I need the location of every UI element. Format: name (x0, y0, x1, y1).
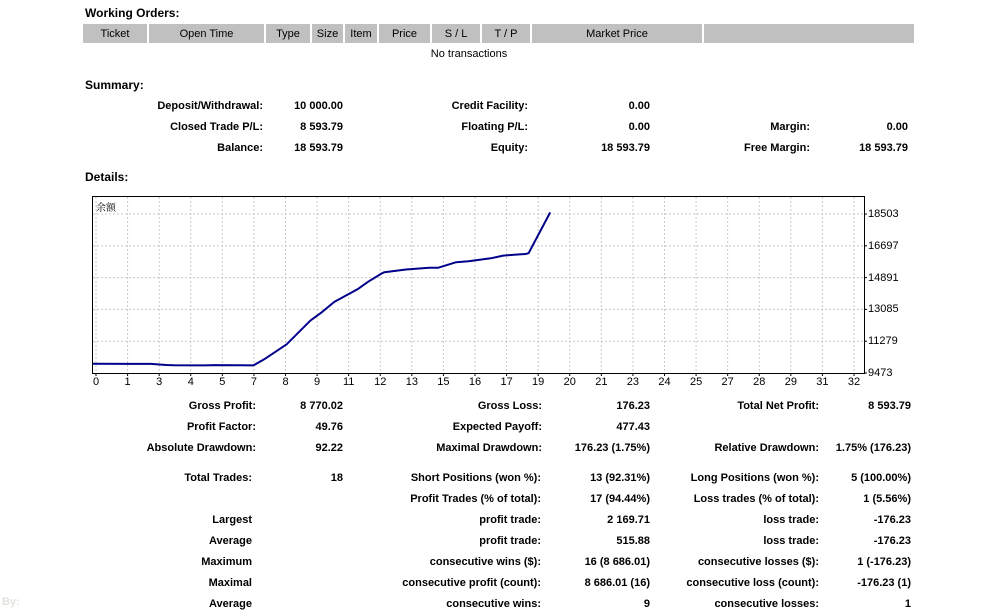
stat-label: Free Margin: (743, 142, 810, 154)
x-axis-label: 28 (753, 376, 766, 388)
stat-value: 0.00 (628, 100, 650, 112)
column-header-market-price: Market Price (532, 24, 702, 43)
stat-label: Equity: (490, 142, 528, 154)
stat-value: 0.00 (628, 121, 650, 133)
x-axis-label: 21 (595, 376, 608, 388)
y-axis-label: 11279 (868, 335, 898, 348)
stat-value: 10 000.00 (294, 100, 343, 112)
x-axis-label: 8 (282, 376, 289, 388)
stat-label: Profit Trades (% of total): (410, 493, 541, 505)
stat-value: 477.43 (616, 421, 650, 433)
stat-label: loss trade: (763, 535, 819, 547)
summary-title: Summary: (85, 78, 144, 92)
stat-value: 176.23 (616, 400, 650, 412)
stat-value: 1 (5.56%) (863, 493, 911, 505)
column-header-size: Size (312, 24, 343, 43)
y-axis-label: 18503 (868, 208, 899, 221)
stat-value: 8 593.79 (868, 400, 911, 412)
x-axis-label: 3 (156, 376, 163, 388)
watermark: By: (2, 596, 20, 608)
x-axis-label: 25 (689, 376, 703, 388)
stat-label: Gross Profit: (188, 400, 256, 412)
stat-label: consecutive profit (count): (402, 577, 541, 589)
balance-chart (92, 196, 899, 388)
stat-value: 8 593.79 (300, 121, 343, 133)
stat-value: 18 (330, 472, 343, 484)
column-header-t-p: T / P (482, 24, 530, 43)
stat-label: profit trade: (479, 535, 541, 547)
working-orders-title: Working Orders: (85, 6, 180, 20)
y-axis-label: 13085 (868, 303, 899, 316)
x-axis-label: 20 (563, 376, 576, 388)
stat-label: Average (208, 598, 252, 610)
stat-label: Loss trades (% of total): (693, 493, 819, 505)
stat-label: Deposit/Withdrawal: (157, 100, 263, 112)
stat-value: 1 (-176.23) (857, 556, 911, 568)
x-axis-label: 27 (721, 376, 734, 388)
stat-value: 2 169.71 (607, 514, 650, 526)
stat-value: 49.76 (315, 421, 343, 433)
stat-value: 17 (94.44%) (590, 493, 650, 505)
stat-value: 92.22 (315, 442, 343, 454)
y-axis-label: 9473 (868, 367, 893, 379)
stat-value: 18 593.79 (601, 142, 650, 154)
x-axis-label: 4 (187, 376, 194, 388)
balance-series-label: 余额 (96, 203, 116, 214)
stat-value: -176.23 (873, 535, 911, 547)
stat-label: loss trade: (763, 514, 819, 526)
stat-label: Long Positions (won %): (690, 472, 819, 484)
x-axis-label: 17 (500, 376, 513, 388)
stat-value: 0.00 (886, 121, 908, 133)
stat-label: Credit Facility: (451, 100, 528, 112)
stat-value: -176.23 (1) (857, 577, 911, 589)
column-header-item: Item (345, 24, 377, 43)
x-axis-label: 11 (342, 376, 355, 388)
column-header-open-time: Open Time (149, 24, 264, 43)
stat-label: Average (208, 535, 252, 547)
stat-label: consecutive losses: (714, 598, 819, 610)
x-axis-label: 7 (250, 376, 257, 388)
x-axis-label: 24 (658, 376, 671, 388)
stat-value: 5 (100.00%) (851, 472, 911, 484)
x-axis-label: 29 (784, 376, 797, 388)
column-header-blank (704, 24, 914, 43)
x-axis-label: 13 (405, 376, 418, 388)
balance-line (93, 212, 550, 365)
balance-chart-canvas (93, 197, 864, 373)
no-transactions-message: No transactions (430, 48, 508, 60)
x-axis-label: 16 (468, 376, 482, 388)
stat-label: Absolute Drawdown: (146, 442, 256, 454)
stat-value: 18 593.79 (294, 142, 343, 154)
stat-label: Total Trades: (184, 472, 252, 484)
stat-label: consecutive wins: (446, 598, 541, 610)
stat-value: 1.75% (176.23) (835, 442, 911, 454)
stat-value: 8 686.01 (16) (584, 577, 650, 589)
x-axis-label: 5 (219, 376, 226, 388)
stat-label: consecutive losses ($): (697, 556, 819, 568)
x-axis-label: 32 (847, 376, 861, 388)
stat-label: Expected Payoff: (452, 421, 542, 433)
stat-value: 515.88 (616, 535, 650, 547)
stat-label: Floating P/L: (461, 121, 528, 133)
stat-label: Gross Loss: (477, 400, 542, 412)
stat-label: Profit Factor: (186, 421, 256, 433)
stat-label: Balance: (217, 142, 263, 154)
x-axis-label: 31 (816, 376, 829, 388)
details-title: Details: (85, 170, 129, 184)
stat-label: Total Net Profit: (737, 400, 819, 412)
stat-label: Maximal Drawdown: (436, 442, 542, 454)
stat-label: Margin: (770, 121, 810, 133)
stat-value: 176.23 (1.75%) (574, 442, 650, 454)
stat-value: 1 (904, 598, 911, 610)
x-axis-label: 19 (532, 376, 545, 388)
stat-value: 18 593.79 (859, 142, 908, 154)
x-axis-label: 15 (437, 376, 450, 388)
stat-label: consecutive loss (count): (686, 577, 819, 589)
column-header-price: Price (379, 24, 430, 43)
stat-label: Maximum (201, 556, 252, 568)
y-axis-label: 14891 (868, 271, 899, 284)
stat-label: Short Positions (won %): (410, 472, 541, 484)
column-header-type: Type (266, 24, 310, 43)
stat-label: Relative Drawdown: (714, 442, 819, 454)
stat-label: Closed Trade P/L: (170, 121, 263, 133)
x-axis-label: 0 (92, 376, 100, 388)
stat-value: 8 770.02 (300, 400, 343, 412)
x-axis-label: 23 (626, 376, 640, 388)
column-header-ticket: Ticket (83, 24, 147, 43)
stat-value: 13 (92.31%) (590, 472, 650, 484)
x-axis-label: 1 (124, 376, 131, 388)
y-axis-label: 16697 (868, 239, 899, 252)
stat-label: profit trade: (479, 514, 541, 526)
stat-label: Largest (212, 514, 252, 526)
stat-value: 9 (643, 598, 650, 610)
x-axis-label: 9 (314, 376, 321, 388)
stat-label: Maximal (208, 577, 252, 589)
stat-value: 16 (8 686.01) (584, 556, 650, 568)
stat-label: consecutive wins ($): (429, 556, 541, 568)
column-header-s-l: S / L (432, 24, 480, 43)
stat-value: -176.23 (873, 514, 911, 526)
x-axis-label: 12 (374, 376, 387, 388)
